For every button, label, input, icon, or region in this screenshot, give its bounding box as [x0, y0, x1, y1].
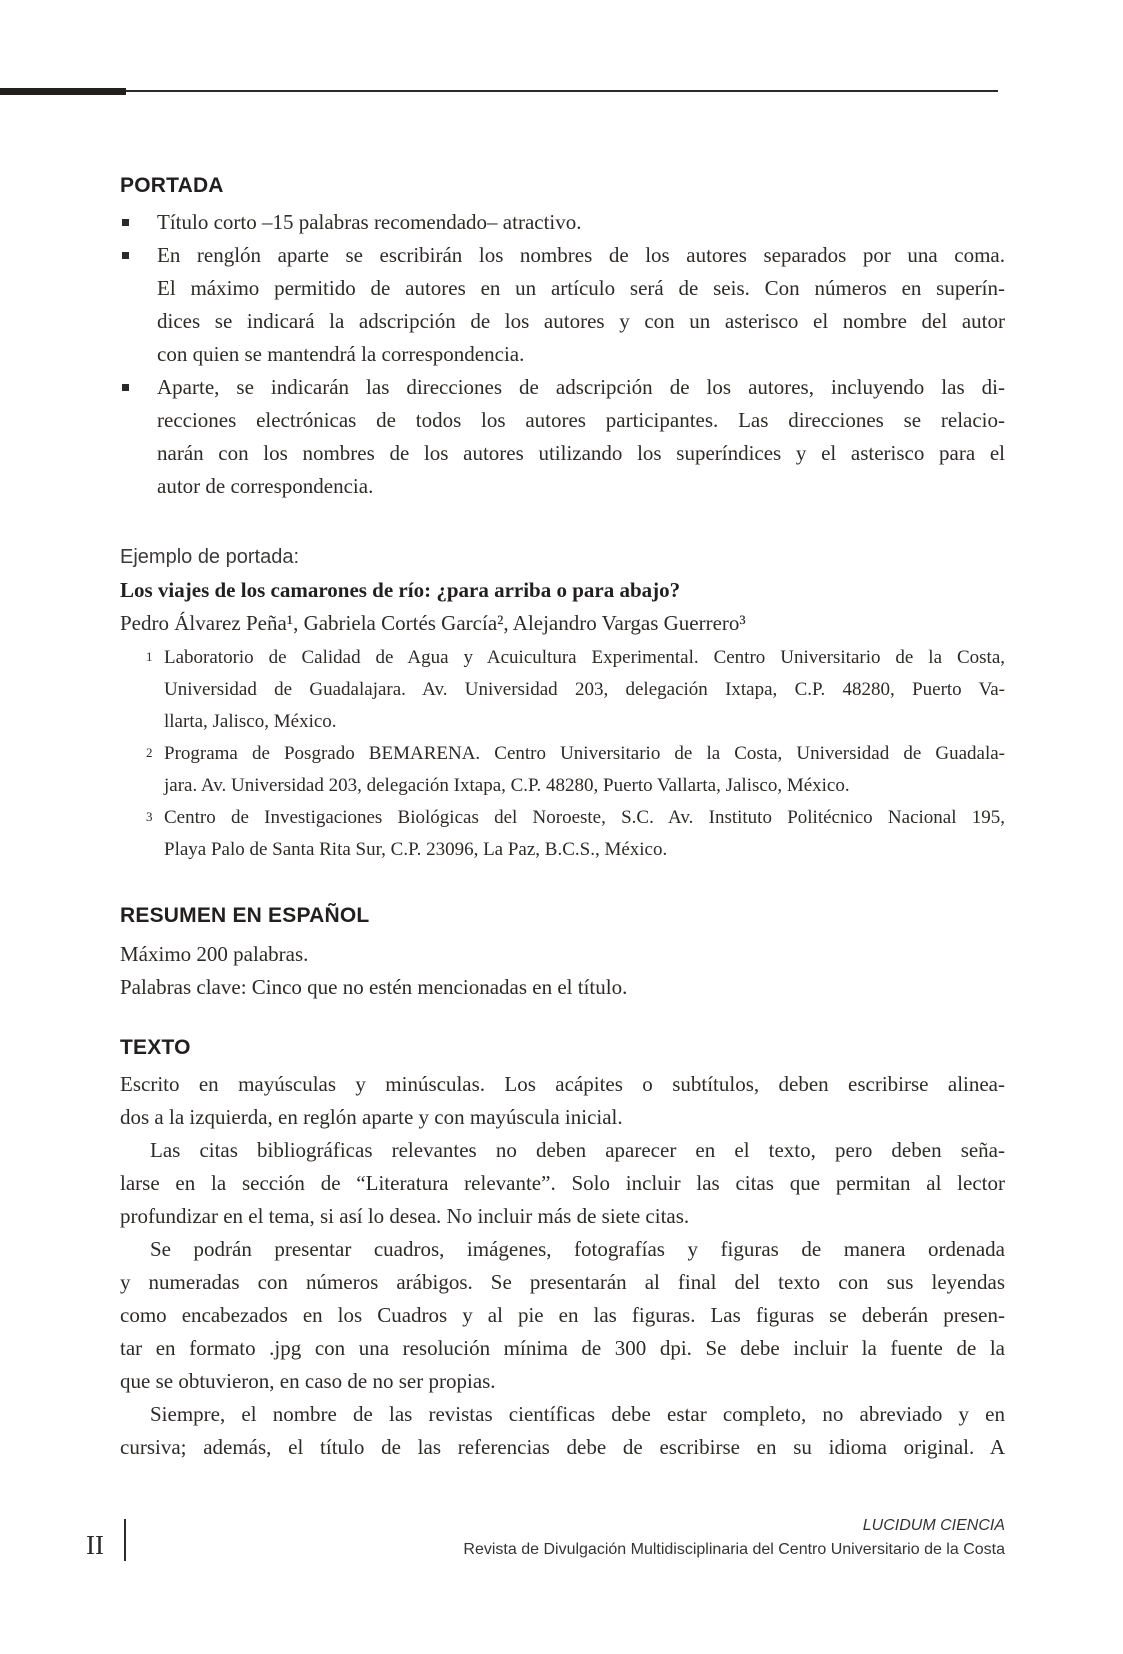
- text-line: Palabras clave: Cinco que no estén mencionadas en el título.: [120, 975, 628, 999]
- section-heading-resumen: RESUMEN EN ESPAÑOL: [120, 904, 370, 927]
- text-line: Siempre, el nombre de las revistas científicas debe estar completo, no abreviado y en: [150, 1402, 1005, 1426]
- text-line: tar en formato .jpg con una resolución mínima de 300 dpi. Se debe incluir la fuente de la: [120, 1336, 1005, 1360]
- text-line: dices se indicará la adscripción de los autores y con un asterisco el nombre del autor: [157, 309, 1005, 333]
- text-line: Se podrán presentar cuadros, imágenes, fotografías y figuras de manera ordenada: [150, 1237, 1005, 1261]
- text-line: jara. Av. Universidad 203, delegación Ixtapa, C.P. 48280, Puerto Vallarta, Jalisco, México.: [164, 775, 850, 796]
- text-line: llarta, Jalisco, México.: [164, 711, 337, 732]
- text-line: Aparte, se indicarán las direcciones de adscripción de los autores, incluyendo las di-: [157, 375, 1005, 399]
- text-line: dos a la izquierda, en reglón aparte y con mayúscula inicial.: [120, 1105, 623, 1129]
- journal-subtitle: Revista de Divulgación Multidisciplinaria del Centro Universitario de la Costa: [463, 1541, 1005, 1558]
- text-line: Máximo 200 palabras.: [120, 942, 309, 966]
- text-line: El máximo permitido de autores en un artículo será de seis. Con números en superín-: [157, 276, 1005, 300]
- text-line: Laboratorio de Calidad de Agua y Acuicultura Experimental. Centro Universitario de la Costa,: [164, 647, 1005, 668]
- portada-bullet-list: [120, 206, 1005, 503]
- bullet-item: [120, 206, 1005, 239]
- text-line: y numeradas con números arábigos. Se presentarán al final del texto con sus leyendas: [120, 1270, 1005, 1294]
- resumen-text: [120, 938, 1005, 1004]
- bullet-text: [157, 371, 1005, 503]
- affiliation-text: [164, 802, 1005, 866]
- text-line: larse en la sección de “Literatura relevante”. Solo incluir las citas que permitan al lector: [120, 1171, 1005, 1195]
- affiliation-number: 1: [146, 649, 153, 664]
- example-article-title: Los viajes de los camarones de río: ¿para arriba o para abajo?: [120, 578, 681, 602]
- footer-divider-bar: [124, 1519, 126, 1561]
- text-line: Playa Palo de Santa Rita Sur, C.P. 23096, La Paz, B.C.S., México.: [164, 839, 668, 860]
- bullet-item: [120, 239, 1005, 371]
- text-line: Centro de Investigaciones Biológicas del Noroeste, S.C. Av. Instituto Politécnico Nacional 195,: [164, 807, 1005, 828]
- text-line: narán con los nombres de los autores utilizando los superíndices y el asterisco para el: [157, 441, 1005, 465]
- text-line: como encabezados en los Cuadros y al pie en las figuras. Las figuras se deberán presen-: [120, 1303, 1005, 1327]
- texto-paragraphs: [120, 1068, 1005, 1464]
- text-line: Universidad de Guadalajara. Av. Universidad 203, delegación Ixtapa, C.P. 48280, Puerto Va-: [164, 679, 1005, 700]
- affiliation: [120, 642, 1005, 738]
- section-heading-portada: PORTADA: [120, 174, 224, 197]
- affiliation: [120, 802, 1005, 866]
- affiliation-text: [164, 642, 1005, 738]
- text-line: Escrito en mayúsculas y minúsculas. Los acápites o subtítulos, deben escribirse alinea-: [120, 1072, 1005, 1096]
- text-line: Programa de Posgrado BEMARENA. Centro Universitario de la Costa, Universidad de Guadala-: [164, 743, 1005, 764]
- footer-journal-block: [463, 1514, 1005, 1562]
- bullet-square-icon: [122, 219, 129, 226]
- text-line: Las citas bibliográficas relevantes no deben aparecer en el texto, pero deben seña-: [150, 1138, 1005, 1162]
- bullet-text: [157, 206, 1005, 239]
- paragraph: [120, 1233, 1005, 1398]
- example-authors-line: Pedro Álvarez Peña¹, Gabriela Cortés García², Alejandro Vargas Guerrero³: [120, 611, 746, 635]
- affiliation-number: 2: [146, 745, 153, 760]
- text-line: Título corto –15 palabras recomendado– atractivo.: [157, 210, 582, 234]
- text-column: [120, 174, 1005, 1464]
- text-line: con quien se mantendrá la correspondencia.: [157, 342, 525, 366]
- journal-name: LUCIDUM CIENCIA: [862, 1517, 1005, 1534]
- affiliation-number: 3: [146, 809, 153, 824]
- text-line: profundizar en el tema, si así lo desea. No incluir más de siete citas.: [120, 1204, 690, 1228]
- affiliation: [120, 738, 1005, 802]
- text-line: cursiva; además, el título de las referencias debe de escribirse en su idioma original. A: [120, 1435, 1005, 1459]
- header-rule-thick: [0, 88, 126, 95]
- header-rule-thin: [126, 90, 998, 92]
- text-line: recciones electrónicas de todos los autores participantes. Las direcciones se relacio-: [157, 408, 1005, 432]
- bullet-square-icon: [122, 384, 129, 391]
- paragraph: [120, 1134, 1005, 1233]
- bullet-text: [157, 239, 1005, 371]
- affiliation-text: [164, 738, 1005, 802]
- text-line: autor de correspondencia.: [157, 474, 374, 498]
- bullet-item: [120, 371, 1005, 503]
- bullet-square-icon: [122, 252, 129, 259]
- ejemplo-label: Ejemplo de portada:: [120, 546, 300, 568]
- section-heading-texto: TEXTO: [120, 1036, 191, 1059]
- text-line: que se obtuvieron, en caso de no ser propias.: [120, 1369, 496, 1393]
- paragraph: [120, 1398, 1005, 1464]
- affiliation-list: [120, 642, 1005, 866]
- paragraph: [120, 1068, 1005, 1134]
- page-number: II: [86, 1530, 104, 1560]
- text-line: En renglón aparte se escribirán los nombres de los autores separados por una coma.: [157, 243, 1005, 267]
